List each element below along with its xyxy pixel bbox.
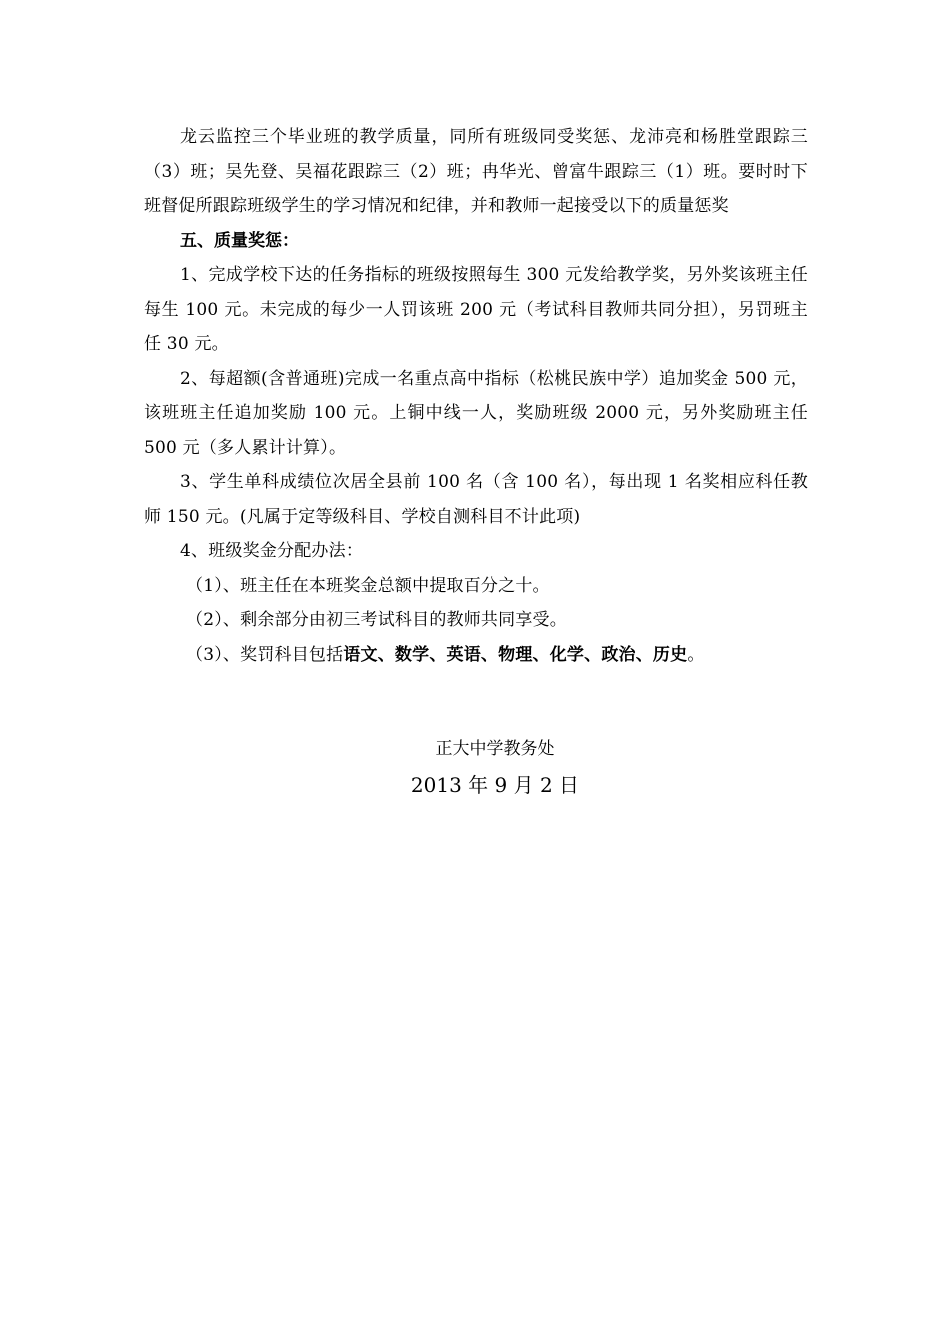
reward-item-3: 3、学生单科成绩位次居全县前 100 名（含 100 名），每出现 1 名奖相应科任教师 150 元。(凡属于定等级科目、学校自测科目不计此项) xyxy=(144,472,808,527)
reward-item-1: 1、完成学校下达的任务指标的班级按照每生 300 元发给教学奖，另外奖该班主任每生 100 元。未完成的每少一人罚该班 200 元（考试科目教师共同分担），另罚班主任 30 元。 xyxy=(144,265,808,354)
subject-list: 语文、数学、英语、物理、化学、政治、历史 xyxy=(343,644,688,665)
reward-item-4: 4、班级奖金分配办法： xyxy=(180,541,364,561)
distribution-rule-3-suffix: 。 xyxy=(687,644,705,665)
signature-office: 正大中学教务处 xyxy=(435,739,555,759)
document-body xyxy=(144,120,808,672)
distribution-rule-3 xyxy=(144,638,808,673)
section-heading: 五、质量奖惩： xyxy=(180,230,299,251)
reward-item-2: 2、每超额(含普通班)完成一名重点高中指标（松桃民族中学）追加奖金 500 元，该班班主任追加奖励 100 元。上铜中线一人，奖励班级 2000 元，另外奖励班主任 500 元（多人累计计算）。 xyxy=(144,368,808,458)
distribution-rule-3-prefix: （3）、奖罚科目包括 xyxy=(186,644,344,665)
intro-paragraph: 龙云监控三个毕业班的教学质量，同所有班级同受奖惩、龙沛亮和杨胜堂跟踪三（3）班；吴先登、吴福花跟踪三（2）班；冉华光、曾富牛跟踪三（1）班。要时时下班督促所跟踪班级学生的学习情况和纪律，并和教师一起接受以下的质量惩奖 xyxy=(144,127,808,216)
signature-date: 2013 年 9 月 2 日 xyxy=(410,773,580,797)
distribution-rule-1: （1）、班主任在本班奖金总额中提取百分之十。 xyxy=(186,575,550,596)
distribution-rule-2: （2）、剩余部分由初三考试科目的教师共同享受。 xyxy=(186,610,567,630)
